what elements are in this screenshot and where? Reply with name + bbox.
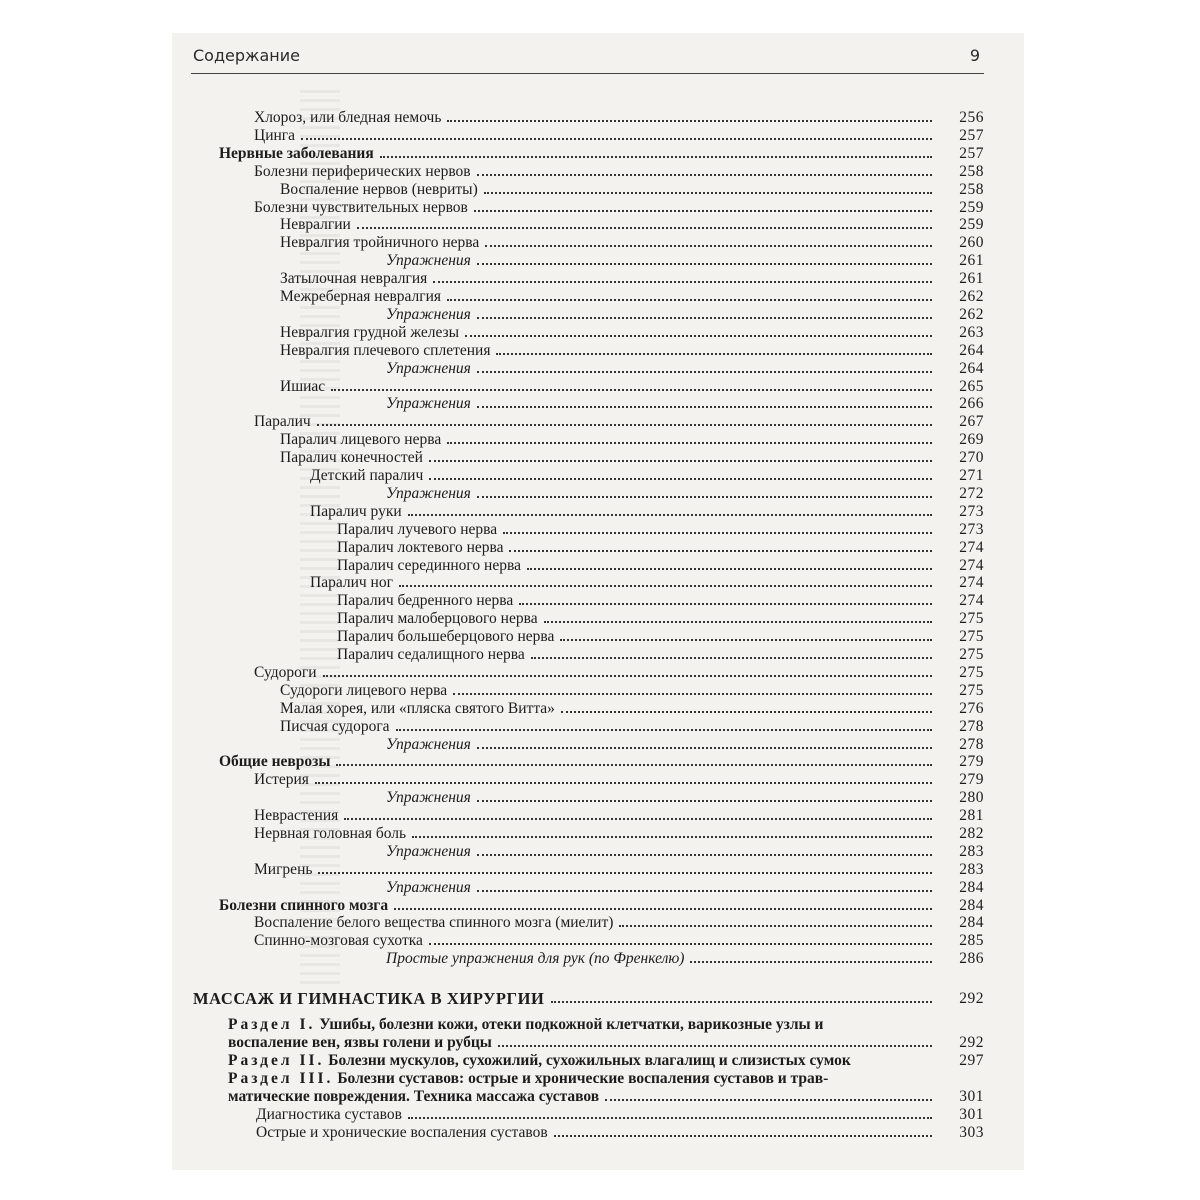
toc-leader xyxy=(301,137,932,140)
toc-entry-label: Паралич лицевого нерва xyxy=(280,431,442,448)
toc-leader xyxy=(477,173,932,176)
toc-entry[interactable] xyxy=(254,664,984,682)
toc-entry-label: Затылочная невралгия xyxy=(280,270,428,287)
toc-entry[interactable] xyxy=(337,557,984,575)
toc-page-number: 275 xyxy=(959,664,984,681)
toc-page-number: 257 xyxy=(959,127,984,144)
toc-section-1-line-2[interactable] xyxy=(228,1034,984,1052)
toc-page-number: 279 xyxy=(959,771,984,788)
toc-entry-label: Невралгии xyxy=(280,216,351,233)
toc-entry[interactable] xyxy=(310,574,984,592)
toc-entry[interactable] xyxy=(280,181,984,199)
toc-entry-label: Упражнения xyxy=(386,843,471,860)
header-title: Содержание xyxy=(193,46,300,65)
section-prefix: Раздел III. xyxy=(228,1070,334,1087)
toc-entry[interactable] xyxy=(254,413,984,431)
toc-entry-label: Паралич конечностей xyxy=(280,449,423,466)
toc-entry-label: Нервная головная боль xyxy=(254,825,407,842)
toc-entry[interactable] xyxy=(337,539,984,557)
toc-leader xyxy=(477,746,932,749)
toc-entry[interactable] xyxy=(310,467,984,485)
toc-page-number: 297 xyxy=(959,1052,984,1069)
toc-page-number: 269 xyxy=(959,431,984,448)
toc-entry-label: Простые упражнения для рук (по Френкелю) xyxy=(386,950,685,967)
toc-entry-label: Судороги xyxy=(254,664,317,681)
toc-entry[interactable] xyxy=(280,324,984,342)
toc-entry[interactable] xyxy=(280,216,984,234)
toc-page-number: 274 xyxy=(959,574,984,591)
toc-entry-joint-diagnostics[interactable] xyxy=(256,1106,984,1124)
toc-leader xyxy=(561,710,932,713)
toc-entry-label: Паралич серединного нерва xyxy=(337,557,521,574)
section-prefix: Раздел II. xyxy=(228,1052,325,1069)
toc-page-number: 267 xyxy=(959,413,984,430)
toc-entry-label: Цинга xyxy=(254,127,296,144)
toc-leader xyxy=(318,871,932,874)
toc-page-number: 272 xyxy=(959,485,984,502)
toc-entry-label: Малая хорея, или «пляска святого Витта» xyxy=(280,700,555,717)
toc-leader xyxy=(447,298,932,301)
toc-entry[interactable] xyxy=(254,932,984,950)
toc-page-number: 279 xyxy=(959,753,984,770)
toc-page-number: 259 xyxy=(959,216,984,233)
toc-leader xyxy=(496,352,932,355)
toc-leader xyxy=(485,244,932,247)
toc-entry-label: Паралич большеберцового нерва xyxy=(337,628,555,645)
toc-entry-label: Истерия xyxy=(254,771,309,788)
toc-leader xyxy=(380,155,932,158)
section-title-cont: матические повреждения. Техника массажа суставов xyxy=(228,1088,600,1105)
toc-leader xyxy=(477,370,932,373)
toc-entry[interactable] xyxy=(254,861,984,879)
toc-leader xyxy=(619,924,932,927)
toc-entry[interactable] xyxy=(386,789,984,807)
toc-entry-label: Упражнения xyxy=(386,395,471,412)
toc-page-number: 262 xyxy=(959,288,984,305)
toc-entry[interactable] xyxy=(386,843,984,861)
toc-page-number: 263 xyxy=(959,324,984,341)
section-title: Болезни мускулов, сухожилий, сухожильных влагалищ и слизистых сумок xyxy=(328,1052,851,1069)
toc-leader xyxy=(465,334,932,337)
toc-leader xyxy=(408,1116,932,1119)
toc-section-3-line-1[interactable] xyxy=(228,1070,984,1088)
toc-entry-label: Паралич лучевого нерва xyxy=(337,521,498,538)
toc-leader xyxy=(412,835,932,838)
toc-heading-label: МАССАЖ И ГИМНАСТИКА В ХИРУРГИИ xyxy=(193,989,545,1008)
toc-leader xyxy=(477,799,932,802)
toc-leader xyxy=(498,1044,932,1047)
toc-leader xyxy=(315,781,932,784)
toc-leader xyxy=(396,728,932,731)
toc-leader xyxy=(509,549,932,552)
toc-leader xyxy=(357,226,932,229)
toc-entry[interactable] xyxy=(337,646,984,664)
toc-page-number: 266 xyxy=(959,395,984,412)
toc-leader xyxy=(484,191,932,194)
toc-page-number: 264 xyxy=(959,360,984,377)
toc-page-number: 273 xyxy=(959,521,984,538)
toc-page-number: 292 xyxy=(959,1034,984,1051)
toc-leader xyxy=(477,495,932,498)
toc-leader xyxy=(447,441,932,444)
toc-page-number: 283 xyxy=(959,861,984,878)
toc-page-number: 261 xyxy=(959,270,984,287)
toc-page-number: 285 xyxy=(959,932,984,949)
toc-entry[interactable] xyxy=(280,449,984,467)
toc-entry-label: Болезни периферических нервов xyxy=(254,163,471,180)
toc-entry-label: Невралгия плечевого сплетения xyxy=(280,342,491,359)
toc-page-number: 271 xyxy=(959,467,984,484)
toc-entry[interactable] xyxy=(386,306,984,324)
toc-leader xyxy=(560,638,932,641)
toc-leader xyxy=(690,960,932,963)
toc-page-number: 258 xyxy=(959,163,984,180)
toc-entry[interactable] xyxy=(337,628,984,646)
toc-page-number: 260 xyxy=(959,234,984,251)
toc-entry[interactable] xyxy=(280,288,984,306)
toc-entry[interactable] xyxy=(386,879,984,897)
toc-page-number: 274 xyxy=(959,592,984,609)
toc-entry-label: Упражнения xyxy=(386,736,471,753)
toc-entry-label: Диагностика суставов xyxy=(256,1106,402,1123)
toc-section-1-line-1[interactable] xyxy=(228,1016,984,1034)
toc-leader xyxy=(527,567,932,570)
toc-entry-label: Паралич локтевого нерва xyxy=(337,539,504,556)
toc-page-number: 274 xyxy=(959,557,984,574)
toc-entry[interactable] xyxy=(280,342,984,360)
toc-entry-label: Нервные заболевания xyxy=(219,145,374,162)
toc-entry-label: Межреберная невралгия xyxy=(280,288,442,305)
toc-leader xyxy=(544,620,932,623)
toc-leader xyxy=(429,942,932,945)
toc-page-number: 284 xyxy=(959,897,984,914)
toc-entry[interactable] xyxy=(337,610,984,628)
toc-entry[interactable] xyxy=(254,807,984,825)
toc-entry-label: Упражнения xyxy=(386,789,471,806)
toc-entry-label: Паралич руки xyxy=(310,503,402,520)
toc-entry-label: Воспаление белого вещества спинного мозга (миелит) xyxy=(254,914,614,931)
toc-leader xyxy=(605,1098,932,1101)
toc-entry[interactable] xyxy=(254,163,984,181)
toc-entry[interactable] xyxy=(254,914,984,932)
toc-entry-label: Паралич бедренного нерва xyxy=(337,592,514,609)
toc-entry[interactable] xyxy=(280,270,984,288)
toc-entry-label: Упражнения xyxy=(386,485,471,502)
toc-page-number: 265 xyxy=(959,378,984,395)
toc-entry[interactable] xyxy=(280,234,984,252)
toc-page-number: 292 xyxy=(959,990,984,1007)
toc-page-number: 303 xyxy=(959,1124,984,1141)
toc-entry[interactable] xyxy=(254,109,984,127)
toc-entry-label: Судороги лицевого нерва xyxy=(280,682,448,699)
toc-leader xyxy=(477,316,932,319)
toc-entry-label: Неврастения xyxy=(254,807,339,824)
section-prefix: Раздел I. xyxy=(228,1016,316,1033)
toc-page-number: 257 xyxy=(959,145,984,162)
toc-page-number: 284 xyxy=(959,914,984,931)
toc-entry[interactable] xyxy=(280,718,984,736)
toc-leader xyxy=(408,513,932,516)
toc-leader xyxy=(336,763,932,766)
toc-entry-label: Мигрень xyxy=(254,861,313,878)
toc-entry-label: Паралич xyxy=(254,413,311,430)
toc-entry-label: Спинно-мозговая сухотка xyxy=(254,932,423,949)
toc-entry-label: Невралгия тройничного нерва xyxy=(280,234,480,251)
section-title: Болезни суставов: острые и хронические воспаления суставов и трав- xyxy=(337,1070,829,1087)
toc-entry[interactable] xyxy=(254,199,984,217)
toc-section-3-line-2[interactable] xyxy=(228,1088,984,1106)
toc-page-number: 275 xyxy=(959,682,984,699)
toc-page-number: 273 xyxy=(959,503,984,520)
toc-heading-surgery[interactable] xyxy=(193,990,984,1008)
toc-leader xyxy=(474,209,932,212)
toc-leader xyxy=(453,692,932,695)
toc-page-number: 261 xyxy=(959,252,984,269)
toc-entry-label: Паралич седалищного нерва xyxy=(337,646,525,663)
toc-page-number: 284 xyxy=(959,879,984,896)
toc-entry[interactable] xyxy=(280,682,984,700)
toc-entry-label: Упражнения xyxy=(386,252,471,269)
toc-entry[interactable] xyxy=(386,736,984,754)
toc-entry-label: Хлороз, или бледная немочь xyxy=(254,109,442,126)
toc-page-number: 282 xyxy=(959,825,984,842)
toc-page-number: 256 xyxy=(959,109,984,126)
toc-leader xyxy=(554,1134,932,1137)
toc-entry[interactable] xyxy=(280,378,984,396)
toc-entry[interactable] xyxy=(386,252,984,270)
toc-entry[interactable] xyxy=(310,503,984,521)
toc-page-number: 280 xyxy=(959,789,984,806)
toc-page-number: 258 xyxy=(959,181,984,198)
toc-entry[interactable] xyxy=(219,897,984,915)
toc-leader xyxy=(399,584,932,587)
toc-entry-label: Паралич малоберцового нерва xyxy=(337,610,538,627)
toc-page-number: 301 xyxy=(959,1106,984,1123)
toc-entry[interactable] xyxy=(254,771,984,789)
section-title: Ушибы, болезни кожи, отеки подкожной клетчатки, варикозные узлы и xyxy=(319,1016,824,1033)
toc-entry[interactable] xyxy=(386,485,984,503)
toc-leader xyxy=(429,477,932,480)
toc-leader xyxy=(503,531,932,534)
toc-entry-label: Болезни чувствительных нервов xyxy=(254,199,468,216)
toc-entry[interactable] xyxy=(254,825,984,843)
toc-leader xyxy=(433,280,932,283)
toc-entry-label: Упражнения xyxy=(386,360,471,377)
toc-leader xyxy=(344,817,932,820)
toc-entry[interactable] xyxy=(280,700,984,718)
toc-leader xyxy=(331,388,932,391)
toc-page-number: 281 xyxy=(959,807,984,824)
toc-leader xyxy=(531,656,932,659)
toc-entry[interactable] xyxy=(219,753,984,771)
toc-leader xyxy=(429,459,932,462)
toc-page-number: 286 xyxy=(959,950,984,967)
toc-page-number: 275 xyxy=(959,628,984,645)
toc-page-number: 276 xyxy=(959,700,984,717)
toc-page-number: 275 xyxy=(959,610,984,627)
toc-entry-label: Болезни спинного мозга xyxy=(219,897,389,914)
toc-entry-label: Ишиас xyxy=(280,378,326,395)
toc-leader xyxy=(323,674,932,677)
toc-entry[interactable] xyxy=(386,395,984,413)
toc-leader xyxy=(447,119,932,122)
toc-leader xyxy=(519,602,932,605)
toc-leader xyxy=(477,889,932,892)
toc-entry-label: Общие неврозы xyxy=(219,753,331,770)
toc-entry[interactable] xyxy=(337,592,984,610)
toc-entry-label: Упражнения xyxy=(386,306,471,323)
toc-entry[interactable] xyxy=(386,360,984,378)
toc-entry-joint-inflammation[interactable] xyxy=(256,1124,984,1142)
toc-entry[interactable] xyxy=(386,950,984,968)
toc-entry[interactable] xyxy=(219,145,984,163)
toc-entry-label: Невралгия грудной железы xyxy=(280,324,460,341)
toc-page-number: 301 xyxy=(959,1088,984,1105)
toc-entry-label: Воспаление нервов (невриты) xyxy=(280,181,478,198)
toc-section-2[interactable] xyxy=(228,1052,984,1070)
toc-page-number: 264 xyxy=(959,342,984,359)
toc-entry-label: Детский паралич xyxy=(310,467,424,484)
toc-leader xyxy=(317,423,932,426)
header-page-number: 9 xyxy=(969,46,980,65)
toc-page-number: 275 xyxy=(959,646,984,663)
toc-entry[interactable] xyxy=(254,127,984,145)
toc-entry-label: Паралич ног xyxy=(310,574,393,591)
toc-entry[interactable] xyxy=(337,521,984,539)
toc-page-number: 278 xyxy=(959,718,984,735)
toc-page-number: 278 xyxy=(959,736,984,753)
section-title-cont: воспаление вен, язвы голени и рубцы xyxy=(228,1034,492,1051)
toc-entry-label: Упражнения xyxy=(386,879,471,896)
toc-leader xyxy=(477,405,932,408)
toc-entry-label: Острые и хронические воспаления суставов xyxy=(256,1124,548,1141)
toc-page-number: 262 xyxy=(959,306,984,323)
toc-entry[interactable] xyxy=(280,431,984,449)
toc-page-number: 283 xyxy=(959,843,984,860)
toc-leader xyxy=(551,1000,933,1003)
toc-page-number: 274 xyxy=(959,539,984,556)
toc-leader xyxy=(477,262,932,265)
toc-page-number: 259 xyxy=(959,199,984,216)
toc-leader xyxy=(477,853,932,856)
toc-leader xyxy=(394,907,932,910)
toc-entry-label: Писчая судорога xyxy=(280,718,390,735)
toc-page-number: 270 xyxy=(959,449,984,466)
